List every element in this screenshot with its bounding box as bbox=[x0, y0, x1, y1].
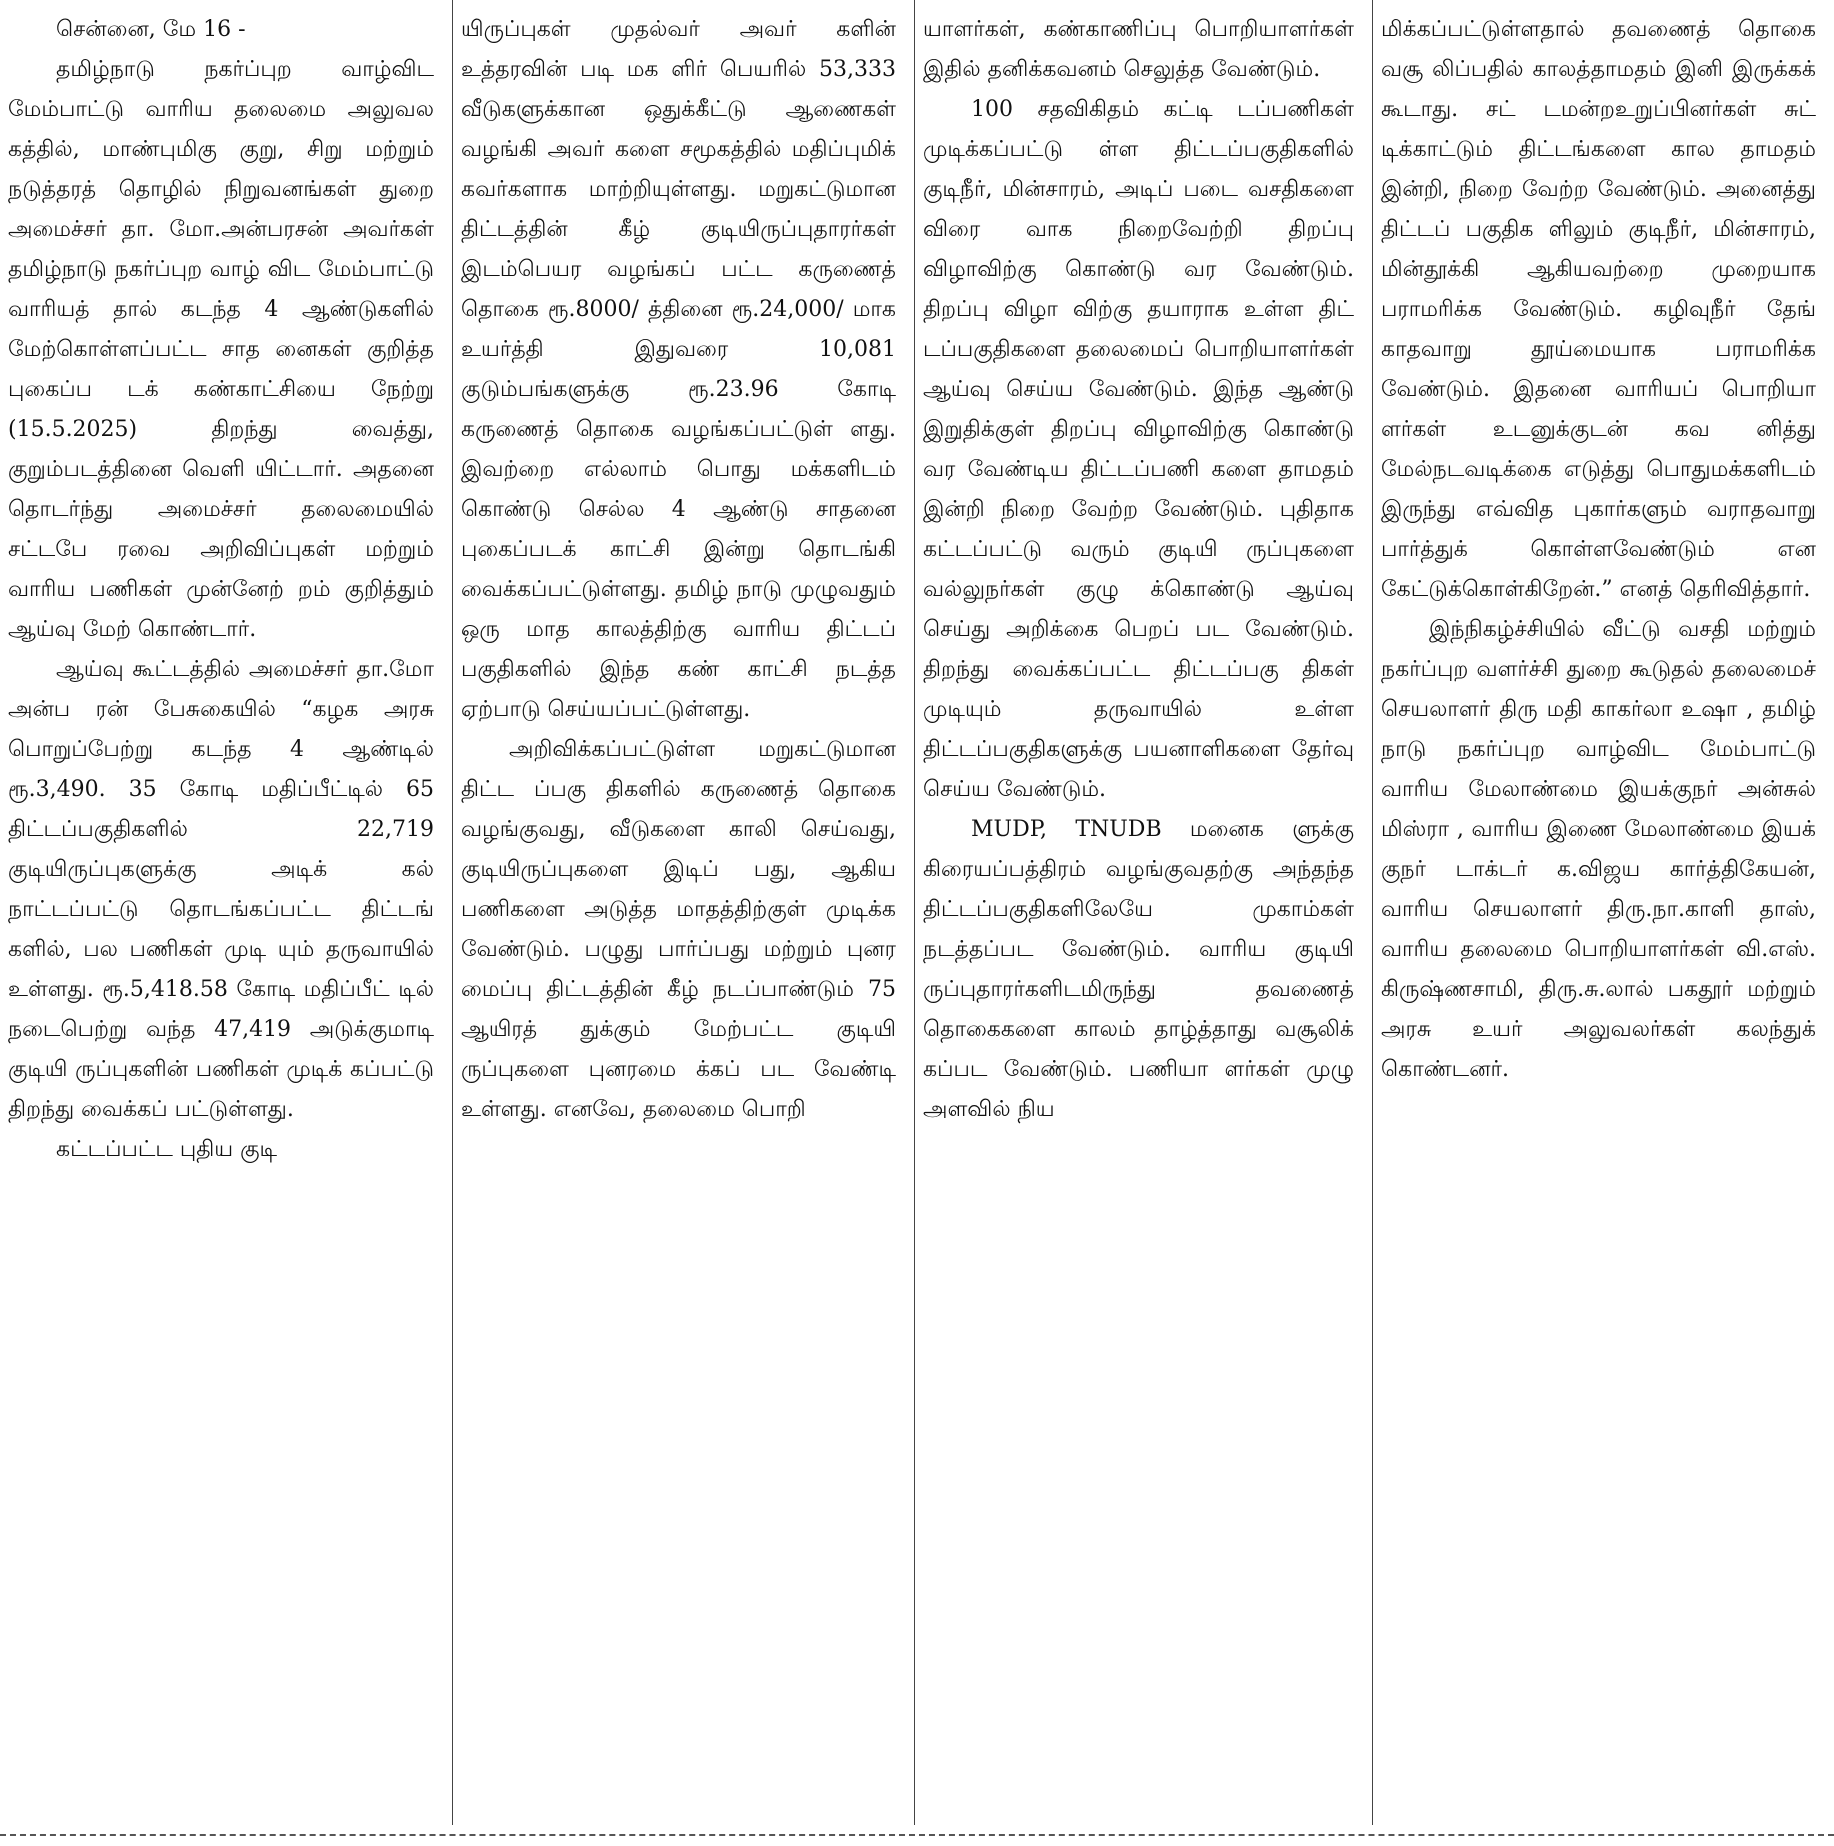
paragraph: இந்நிகழ்ச்சியில் வீட்டு வசதி மற்றும் நகர்ப்புற வளர்ச்சி துறை கூடுதல் தலைமைச் செயலாளர் திரு மதி காகர்லா உஷா , தமிழ் நாடு நகர்ப்புற வாழ்விட மேம்பாட்டு வாரிய மேலாண்மை இயக்குநர் அன்சுல் மிஸ்ரா , வாரிய இணை மேலாண்மை இயக் குநர் டாக்டர் க.விஜய கார்த்திகேயன், வாரிய செயலாளர் திரு.நா.காளி தாஸ், வாரிய தலைமை பொறியாளர்கள் வி.எஸ். கிருஷ்ணசாமி, திரு.சு.லால் பகதூர் மற்றும் அரசு உயர் அலுவலர்கள் கலந்துக் கொண்டனர். bbox=[1381, 617, 1816, 1082]
paragraph: ஆய்வு கூட்டத்தில் அமைச்சர் தா.மோ அன்ப ரன் பேசுகையில் “கழக அரசு பொறுப்பேற்று கடந்த 4 ஆண்டில் ரூ.3,490. 35 கோடி மதிப்பீட்டில் 65 திட்டப்பகுதிகளில் 22,719 குடியிருப்புகளுக்கு அடிக் கல் நாட்டப்பட்டு தொடங்கப்பட்ட திட்டங் களில், பல பணிகள் முடி யும் தருவாயில் உள்ளது. ரூ.5,418.58 கோடி மதிப்பீட் டில் நடைபெற்று வந்த 47,419 அடுக்குமாடி குடியி ருப்புகளின் பணிகள் முடிக் கப்பட்டு திறந்து வைக்கப் பட்டுள்ளது. bbox=[8, 657, 434, 1122]
dashed-divider bbox=[0, 1834, 1834, 1836]
paragraph: யாளர்கள், கண்காணிப்பு பொறியாளர்கள் இதில் தனிக்கவனம் செலுத்த வேண்டும். bbox=[923, 17, 1354, 82]
column-3-body bbox=[923, 10, 1354, 1130]
paragraph: கட்டப்பட்ட புதிய குடி bbox=[56, 1137, 278, 1162]
column-2-body bbox=[461, 10, 896, 1130]
dateline: சென்னை, மே 16 - bbox=[56, 17, 246, 42]
paragraph: மிக்கப்பட்டுள்ளதால் தவணைத் தொகை வசூ லிப்பதில் காலத்தாமதம் இனி இருக்கக் கூடாது. சட் டமன்றஉறுப்பினர்கள் சுட் டிக்காட்டும் திட்டங்களை கால தாமதம் இன்றி, நிறை வேற்ற வேண்டும். அனைத்து திட்டப் பகுதிக ளிலும் குடிநீர், மின்சாரம், மின்தூக்கி ஆகியவற்றை முறையாக பராமரிக்க வேண்டும். கழிவுநீர் தேங் காதவாறு தூய்மையாக பராமரிக்க வேண்டும். இதனை வாரியப் பொறியா ளர்கள் உடனுக்குடன் கவ னித்து மேல்நடவடிக்கை எடுத்து பொதுமக்களிடம் இருந்து எவ்வித புகார்களும் வராதவாறு பார்த்துக் கொள்ளவேண்டும் என கேட்டுக்கொள்கிறேன்.” எனத் தெரிவித்தார். bbox=[1381, 17, 1816, 602]
paragraph: அறிவிக்கப்பட்டுள்ள மறுகட்டுமான திட்ட ப்பகு திகளில் கருணைத் தொகை வழங்குவது, வீடுகளை காலி செய்வது, குடியிருப்புகளை இடிப் பது, ஆகிய பணிகளை அடுத்த மாதத்திற்குள் முடிக்க வேண்டும். பழுது பார்ப்பது மற்றும் புனர மைப்பு திட்டத்தின் கீழ் நடப்பாண்டும் 75 ஆயிரத் துக்கும் மேற்பட்ட குடியி ருப்புகளை புனரமை க்கப் பட வேண்டி உள்ளது. எனவே, தலைமை பொறி bbox=[461, 737, 896, 1122]
paragraph: MUDP, TNUDB மனைக ளுக்கு கிரையப்பத்திரம் வழங்குவதற்கு அந்தந்த திட்டப்பகுதிகளிலேயே முகாம்கள் நடத்தப்பட வேண்டும். வாரிய குடியி ருப்புதாரர்களிடமிருந்து தவணைத் தொகைகளை காலம் தாழ்த்தாது வசூலிக் கப்பட வேண்டும். பணியா ளர்கள் முழு அளவில் நிய bbox=[923, 817, 1354, 1122]
column-4 bbox=[1372, 0, 1834, 1825]
column-1 bbox=[0, 0, 452, 1825]
column-3 bbox=[914, 0, 1372, 1825]
column-4-body bbox=[1381, 10, 1816, 1090]
paragraph: 100 சதவிகிதம் கட்டி டப்பணிகள் முடிக்கப்பட்டு ள்ள திட்டப்பகுதிகளில் குடிநீர், மின்சாரம், அடிப் படை வசதிகளை விரை வாக நிறைவேற்றி திறப்பு விழாவிற்கு கொண்டு வர வேண்டும். திறப்பு விழா விற்கு தயாராக உள்ள திட் டப்பகுதிகளை தலைமைப் பொறியாளர்கள் ஆய்வு செய்ய வேண்டும். இந்த ஆண்டு இறுதிக்குள் திறப்பு விழாவிற்கு கொண்டு வர வேண்டிய திட்டப்பணி களை தாமதம் இன்றி நிறை வேற்ற வேண்டும். புதிதாக கட்டப்பட்டு வரும் குடியி ருப்புகளை வல்லுநர்கள் குழு க்கொண்டு ஆய்வு செய்து அறிக்கை பெறப் பட வேண்டும். திறந்து வைக்கப்பட்ட திட்டப்பகு திகள் முடியும் தருவாயில் உள்ள திட்டப்பகுதிகளுக்கு பயனாளிகளை தேர்வு செய்ய வேண்டும். bbox=[923, 97, 1354, 802]
paragraph: தமிழ்நாடு நகர்ப்புற வாழ்விட மேம்பாட்டு வாரிய தலைமை அலுவல கத்தில், மாண்புமிகு குறு, சிறு மற்றும் நடுத்தரத் தொழில் நிறுவனங்கள் துறை அமைச்சர் தா. மோ.அன்பரசன் அவர்கள் தமிழ்நாடு நகர்ப்புற வாழ் விட மேம்பாட்டு வாரியத் தால் கடந்த 4 ஆண்டுகளில் மேற்கொள்ளப்பட்ட சாத னைகள் குறித்த புகைப்ப டக் கண்காட்சியை நேற்று (15.5.2025) திறந்து வைத்து, குறும்படத்தினை வெளி யிட்டார். அதனை தொடர்ந்து அமைச்சர் தலைமையில் சட்டபே ரவை அறிவிப்புகள் மற்றும் வாரிய பணிகள் முன்னேற் றம் குறித்தும் ஆய்வு மேற் கொண்டார். bbox=[8, 57, 434, 642]
column-2 bbox=[452, 0, 914, 1825]
column-1-body bbox=[8, 10, 434, 1170]
paragraph: யிருப்புகள் முதல்வர் அவர் களின் உத்தரவின் படி மக ளிர் பெயரில் 53,333 வீடுகளுக்கான ஒதுக்கீட்டு ஆணைகள் வழங்கி அவர் களை சமூகத்தில் மதிப்புமிக் கவர்களாக மாற்றியுள்ளது. மறுகட்டுமான திட்டத்தின் கீழ் குடியிருப்புதாரர்கள் இடம்பெயர வழங்கப் பட்ட கருணைத் தொகை ரூ.8000/ த்தினை ரூ.24,000/ மாக உயர்த்தி இதுவரை 10,081 குடும்பங்களுக்கு ரூ.23.96 கோடி கருணைத் தொகை வழங்கப்பட்டுள் ளது. இவற்றை எல்லாம் பொது மக்களிடம் கொண்டு செல்ல 4 ஆண்டு சாதனை புகைப்படக் காட்சி இன்று தொடங்கி வைக்கப்பட்டுள்ளது. தமிழ் நாடு முழுவதும் ஒரு மாத காலத்திற்கு வாரிய திட்டப் பகுதிகளில் இந்த கண் காட்சி நடத்த ஏற்பாடு செய்யப்பட்டுள்ளது. bbox=[461, 17, 896, 722]
